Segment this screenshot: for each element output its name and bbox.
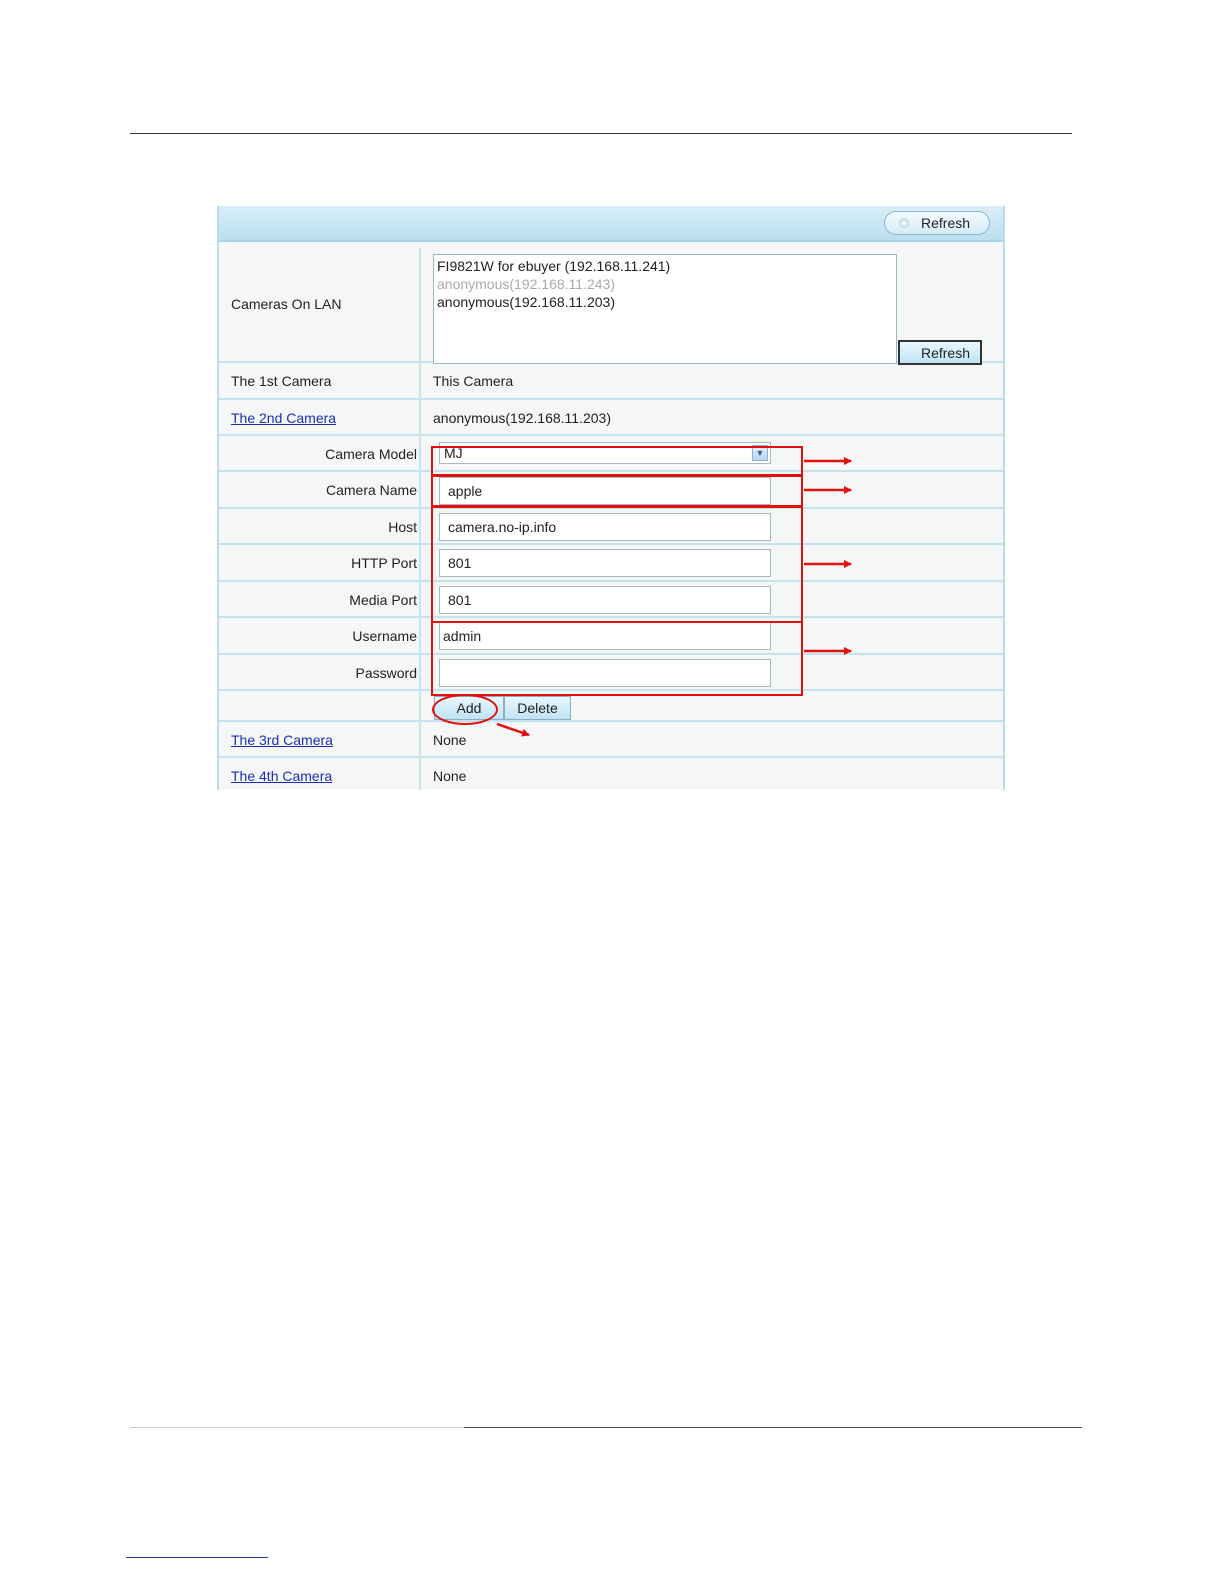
password-label: Password (355, 665, 417, 681)
http-port-label: HTTP Port (351, 555, 417, 571)
fourth-camera-link[interactable]: The 4th Camera (231, 768, 333, 784)
camera-model-value: MJ (444, 445, 463, 461)
username-label: Username (352, 628, 417, 644)
delete-button[interactable]: Delete (504, 696, 571, 720)
lan-camera-item[interactable]: anonymous(192.168.11.203) (437, 294, 615, 310)
refresh-button-label: Refresh (921, 215, 971, 231)
refresh-lan-button[interactable]: Refresh (898, 340, 982, 365)
fourth-camera-value: None (433, 768, 467, 784)
camera-name-label: Camera Name (325, 482, 417, 498)
second-camera-link[interactable]: The 2nd Camera (231, 410, 337, 426)
annotation-arrow (497, 724, 529, 735)
footer-rule-accent (464, 1427, 1082, 1428)
lan-camera-item[interactable]: anonymous(192.168.11.243) (437, 276, 615, 292)
media-port-label: Media Port (349, 592, 417, 608)
camera-model-label: Camera Model (325, 446, 417, 462)
first-camera-value: This Camera (433, 373, 514, 389)
third-camera-link[interactable]: The 3rd Camera (231, 732, 333, 748)
first-camera-label: The 1st Camera (231, 373, 332, 389)
chevron-down-icon[interactable]: ▼ (752, 445, 768, 461)
second-camera-value: anonymous(192.168.11.203) (433, 410, 611, 426)
cameras-on-lan-label: Cameras On LAN (231, 296, 342, 312)
footer-link-underline (126, 1557, 268, 1558)
add-button[interactable]: Add (434, 696, 504, 720)
host-label: Host (388, 519, 417, 535)
lan-camera-item[interactable]: FI9821W for ebuyer (192.168.11.241) (437, 258, 671, 274)
third-camera-value: None (433, 732, 467, 748)
